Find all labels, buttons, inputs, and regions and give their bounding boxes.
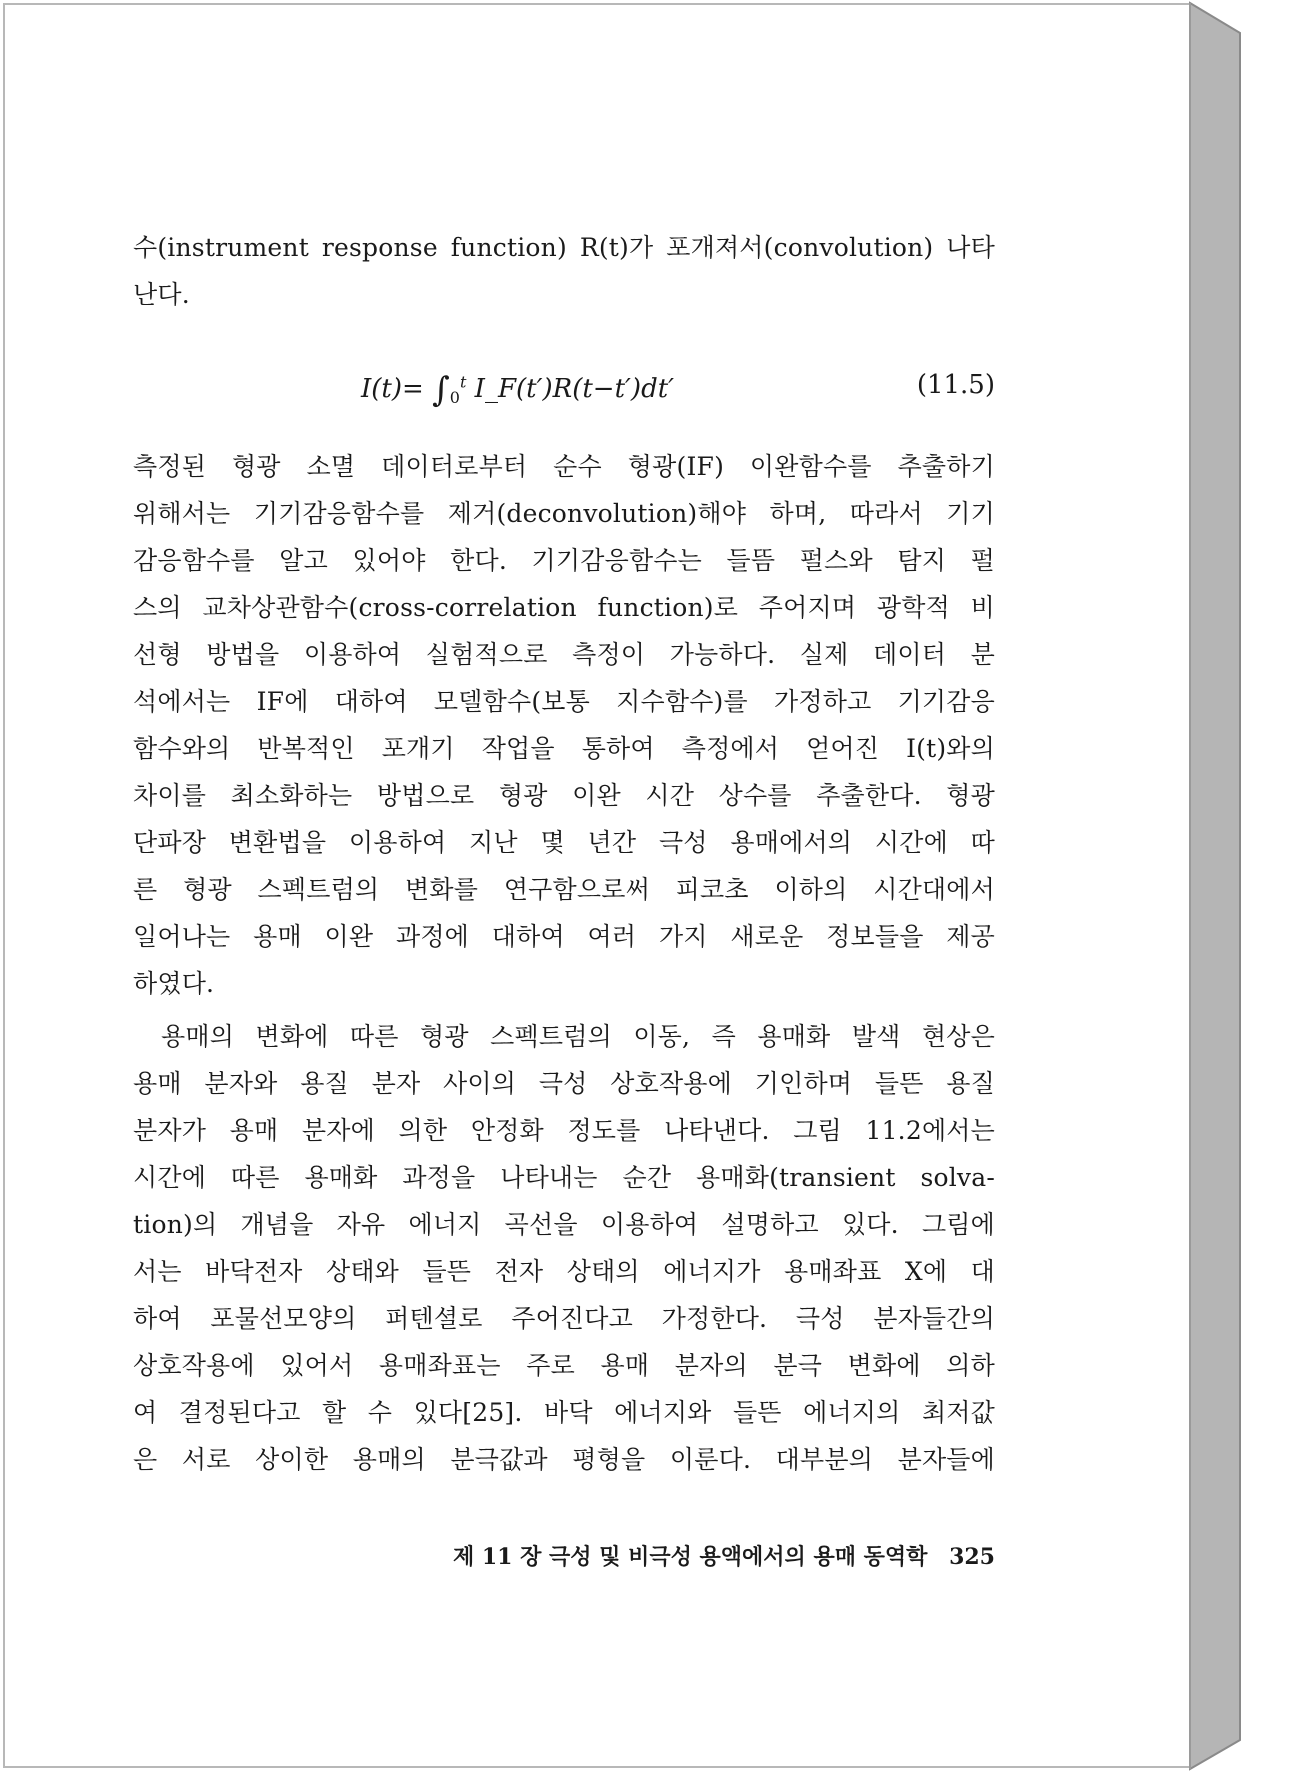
page-number: 325 [949,1544,995,1570]
text-line: 상호작용에 있어서 용매좌표는 주로 용매 분자의 분극 변화에 의하 [133,1351,995,1380]
integral-sign: ∫ [432,370,450,410]
equation-11-5 [133,360,995,420]
running-head: 제 11 장 극성 및 비극성 용액에서의 용매 동역학 [452,1544,928,1570]
text-line: 선형 방법을 이용하여 실험적으로 측정이 가능하다. 실제 데이터 분 [133,640,995,669]
paragraph-1 [133,443,995,1007]
text-line: 른 형광 스펙트럼의 변화를 연구함으로써 피코초 이하의 시간대에서 [133,875,995,904]
text-line: 차이를 최소화하는 방법으로 형광 이완 시간 상수를 추출한다. 형광 [133,781,995,810]
intro-text [133,224,995,318]
text-line: 일어나는 용매 이완 과정에 대하여 여러 가지 새로운 정보들을 제공 [133,922,995,951]
integral-lower-limit: 0 [449,388,460,408]
text-line: 석에서는 IF에 대하여 모델함수(보통 지수함수)를 가정하고 기기감응 [133,687,995,716]
text-line: 하여 포물선모양의 퍼텐셜로 주어진다고 가정한다. 극성 분자들간의 [133,1304,995,1333]
equation-integrand: I_F(t′)R(t−t′)dt′ [474,374,675,404]
text-line: 서는 바닥전자 상태와 들뜬 전자 상태의 에너지가 용매좌표 X에 대 [133,1257,995,1286]
text-line: 분자가 용매 분자에 의한 안정화 정도를 나타낸다. 그림 11.2에서는 [133,1116,995,1145]
text-line: 수(instrument response function) R(t)가 포개져서(convolution) 나타 [133,233,995,262]
text-line: 은 서로 상이한 용매의 분극값과 평형을 이룬다. 대부분의 분자들에 [133,1445,995,1474]
text-line: 감응함수를 알고 있어야 한다. 기기감응함수는 들뜸 펄스와 탐지 펄 [133,546,995,575]
equation-expression [361,370,674,410]
text-line: 함수와의 반복적인 포개기 작업을 통하여 측정에서 얻어진 I(t)와의 [133,734,995,763]
text-line: 측정된 형광 소멸 데이터로부터 순수 형광(IF) 이완함수를 추출하기 [133,452,995,481]
text-line: 용매 분자와 용질 분자 사이의 극성 상호작용에 기인하며 들뜬 용질 [133,1069,995,1098]
text-line: 위해서는 기기감응함수를 제거(deconvolution)해야 하며, 따라서 기기 [133,499,995,528]
text-line: 하였다. [133,969,215,998]
integral-upper-limit: t [459,372,467,392]
text-line: 시간에 따른 용매화 과정을 나타내는 순간 용매화(transient solva- [133,1163,995,1192]
equation-lhs: I(t)= [361,374,424,404]
equation-number: (11.5) [916,370,995,400]
page-footer [133,1540,995,1571]
text-line: 용매의 변화에 따른 형광 스펙트럼의 이동, 즉 용매화 발색 현상은 [161,1022,995,1051]
text-line: 여 결정된다고 할 수 있다[25]. 바닥 에너지와 들뜬 에너지의 최저값 [133,1398,995,1427]
text-line: 난다. [133,280,190,309]
text-line: tion)의 개념을 자유 에너지 곡선을 이용하여 설명하고 있다. 그림에 [133,1210,995,1239]
text-line: 단파장 변환법을 이용하여 지난 몇 년간 극성 용매에서의 시간에 따 [133,828,995,857]
paragraph-2 [133,1013,995,1483]
text-line: 스의 교차상관함수(cross-correlation function)로 주어지며 광학적 비 [133,593,995,622]
